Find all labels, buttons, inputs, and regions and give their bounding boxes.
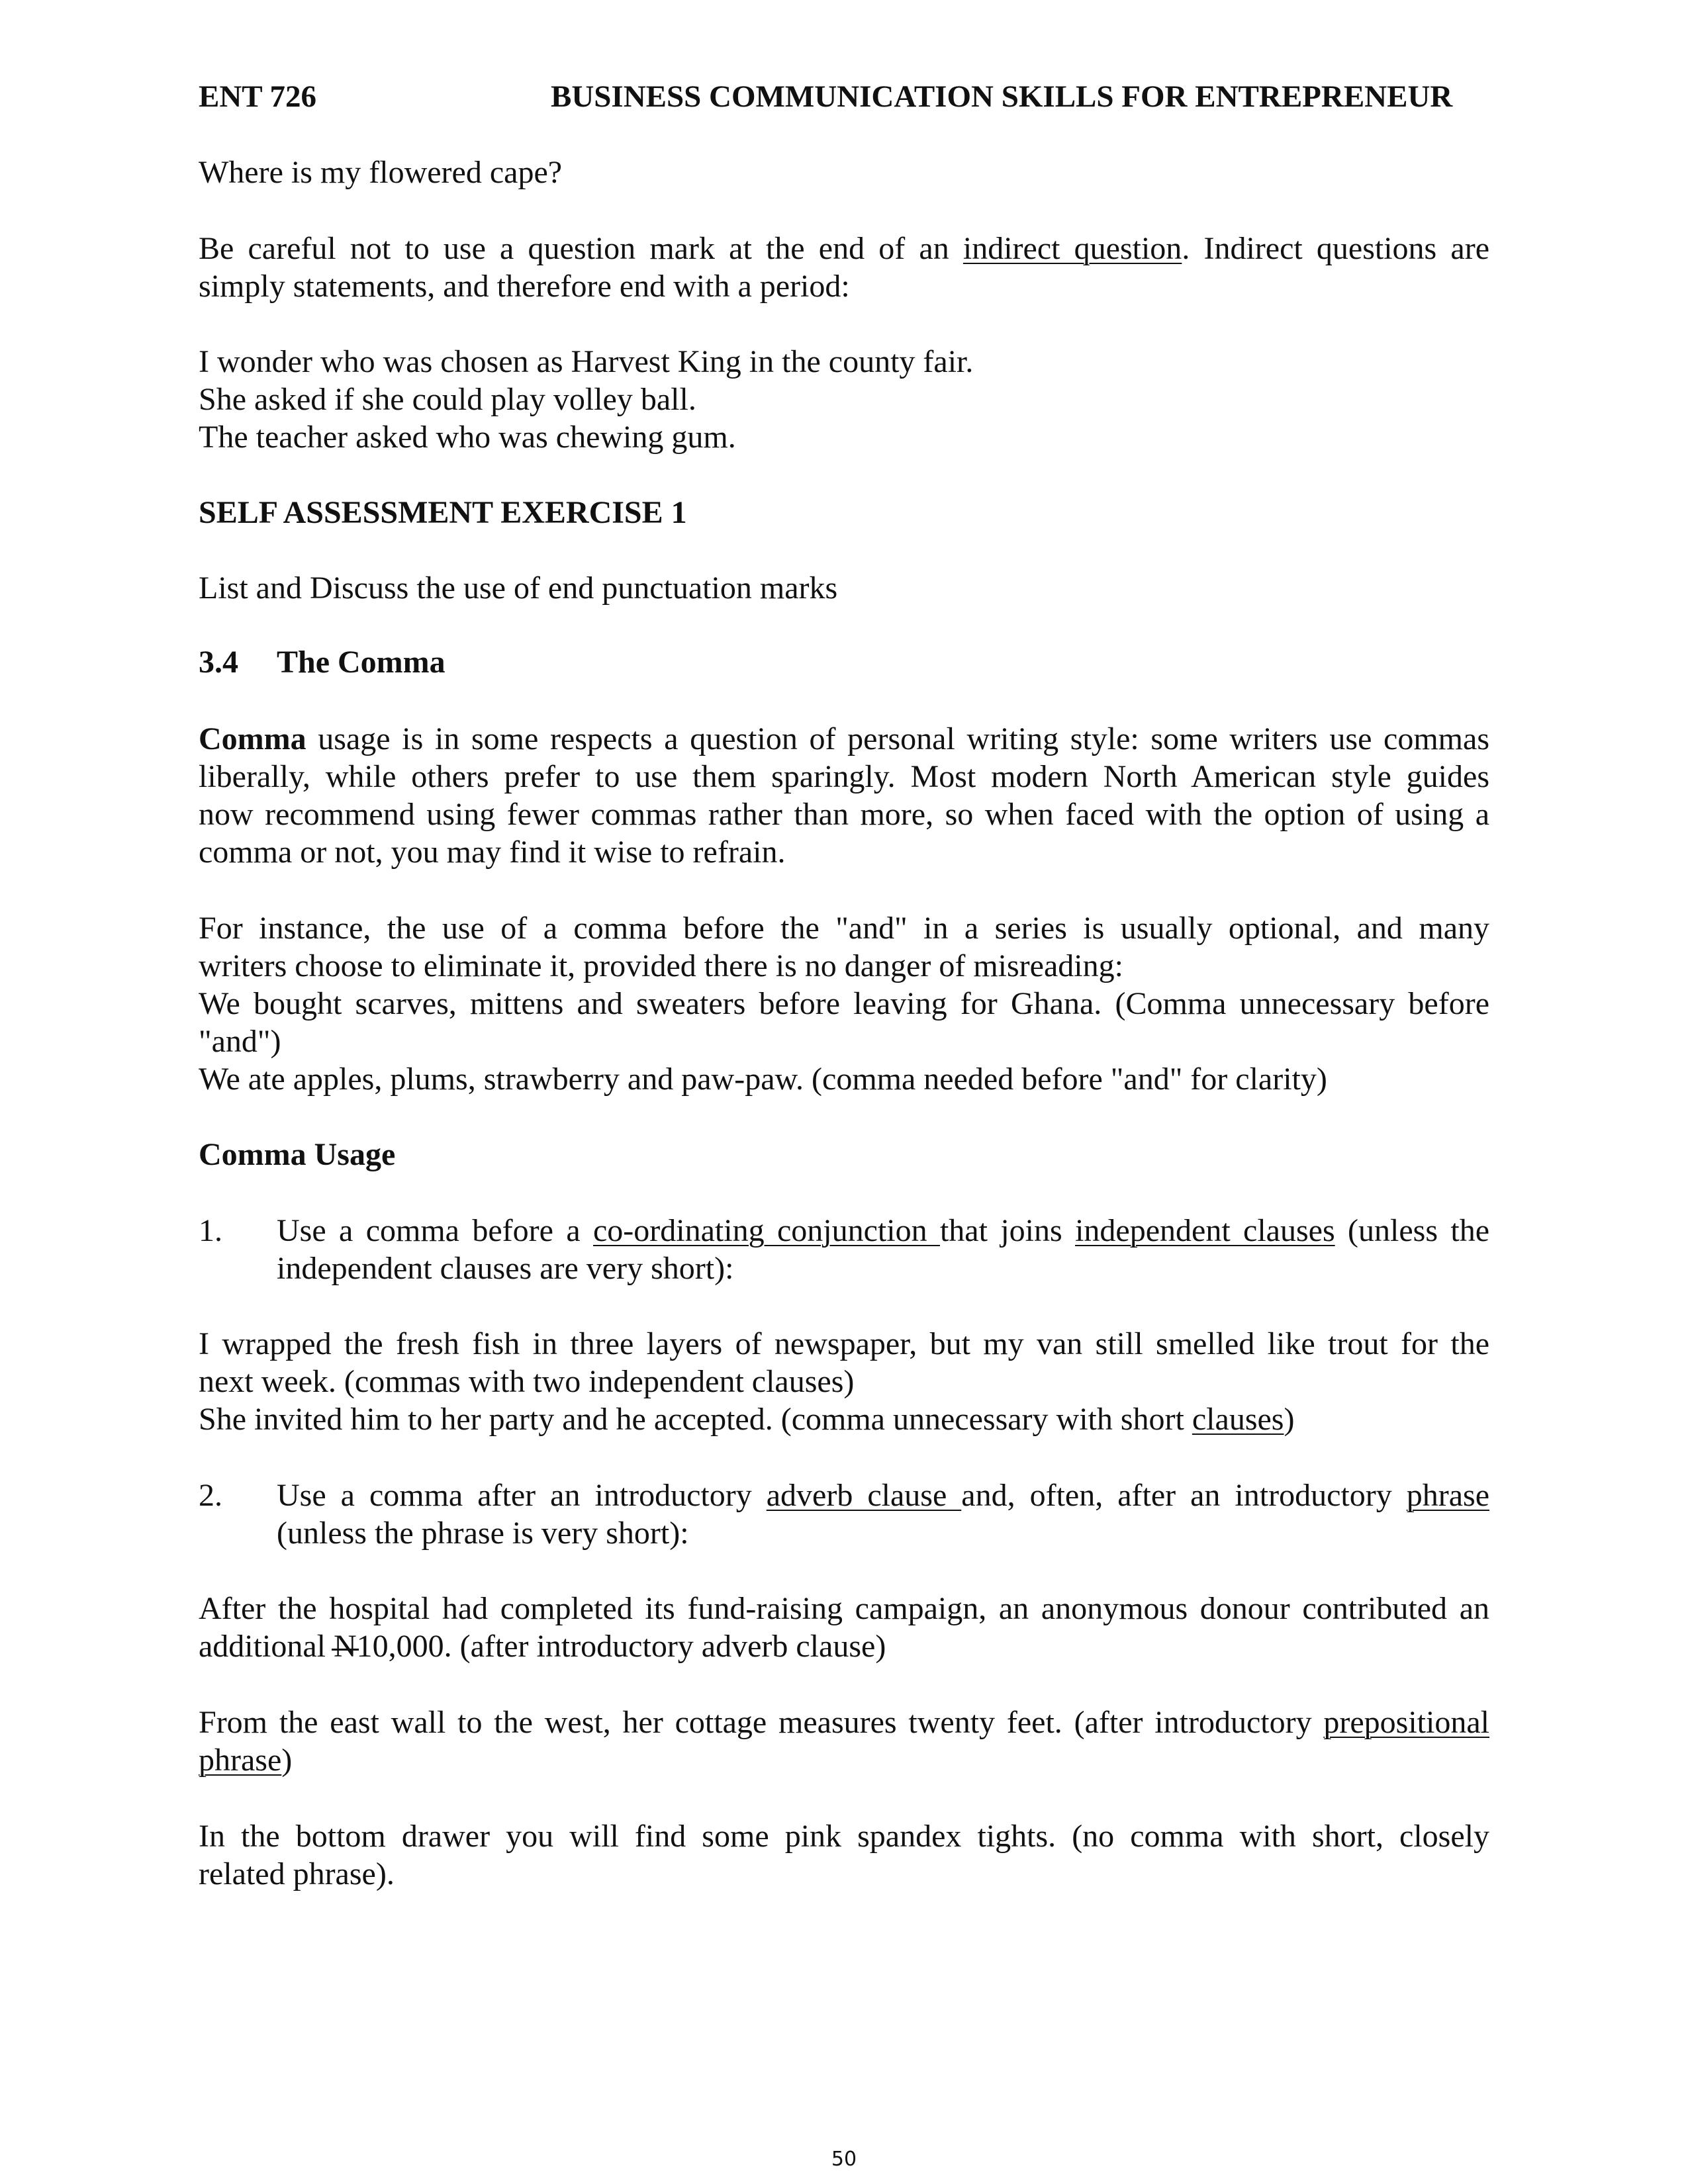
series-line-2: writers choose to eliminate it, provided there is no danger of misreading:	[199, 948, 1123, 983]
text-segment: Use a comma after an introductory	[277, 1478, 767, 1513]
link-adverb-clause[interactable]: adverb clause	[766, 1478, 962, 1513]
rule-2-example-2-line-2	[199, 1741, 1489, 1779]
link-coordinating-conjunction[interactable]: co-ordinating conjunction	[593, 1213, 940, 1248]
rule-1-number: 1.	[199, 1213, 222, 1248]
example-direct-question: Where is my flowered cape?	[199, 155, 563, 190]
indirect-question-line-1	[199, 230, 1489, 267]
text-segment: and, often, after an introductory	[961, 1478, 1407, 1513]
rule-2-line-1	[277, 1477, 1489, 1514]
rule-2-example-1-line-1: After the hospital had completed its fund-raising campaign, an anonymous donour contributed an	[199, 1591, 1489, 1626]
rule-2-line-2: (unless the phrase is very short):	[277, 1516, 689, 1551]
text-segment: )	[1284, 1402, 1295, 1437]
rule-2-example-3-line-1: In the bottom drawer you will find some pink spandex tights. (no comma with short, closely	[199, 1819, 1489, 1854]
rule-2-number: 2.	[199, 1478, 222, 1513]
link-indirect-question[interactable]: indirect question	[962, 231, 1182, 266]
series-line-3: We bought scarves, mittens and sweaters before leaving for Ghana. (Comma unnecessary before	[199, 986, 1489, 1021]
page-number: 50	[831, 2148, 857, 2171]
series-line-5: We ate apples, plums, strawberry and paw-paw. (comma needed before "and" for clarity)	[199, 1062, 1327, 1097]
link-prepositional[interactable]: prepositional	[1323, 1705, 1489, 1740]
indirect-question-line-2: simply statements, and therefore end with a period:	[199, 269, 850, 304]
link-phrase[interactable]: phrase	[1406, 1478, 1489, 1513]
section-number: 3.4	[199, 645, 238, 680]
link-phrase-continued[interactable]: phrase	[199, 1743, 282, 1778]
text-segment: Be careful not to use a question mark at the end of an	[199, 231, 949, 266]
text-segment: 10,000. (after introductory adverb clause)	[356, 1629, 886, 1664]
text-segment: usage is in some respects a question of personal writing style: some writers use commas	[306, 721, 1489, 756]
series-line-4: "and")	[199, 1024, 281, 1059]
comma-usage-heading: Comma Usage	[199, 1137, 396, 1172]
text-segment: (unless the	[1335, 1213, 1490, 1248]
comma-intro-line-4: comma or not, you may find it wise to refrain.	[199, 835, 786, 870]
rule-2-example-1-line-2	[199, 1627, 1489, 1665]
self-assessment-prompt: List and Discuss the use of end punctuation marks	[199, 570, 838, 606]
text-segment: . Indirect questions are	[1182, 231, 1490, 266]
indirect-example-3: The teacher asked who was chewing gum.	[199, 420, 736, 455]
section-title: The Comma	[277, 645, 445, 680]
indirect-example-2: She asked if she could play volley ball.	[199, 382, 696, 417]
text-segment: From the east wall to the west, her cottage measures twenty feet. (after introductory	[199, 1705, 1324, 1740]
naira-currency-symbol: N	[333, 1629, 357, 1664]
rule-1-example-line-3	[199, 1400, 1489, 1438]
rule-2-example-2-line-1	[199, 1704, 1489, 1741]
text-segment: Use a comma before a	[277, 1213, 593, 1248]
link-independent-clauses[interactable]: independent clauses	[1075, 1213, 1335, 1248]
rule-1-example-line-2: next week. (commas with two independent clauses)	[199, 1364, 855, 1399]
course-code: ENT 726	[199, 79, 317, 114]
comma-intro-line-3: now recommend using fewer commas rather than more, so when faced with the option of using a	[199, 797, 1489, 832]
indirect-example-1: I wonder who was chosen as Harvest King in the county fair.	[199, 344, 974, 379]
text-segment: that joins	[939, 1213, 1076, 1248]
comma-intro-line-1	[199, 720, 1489, 758]
rule-1-line-2: independent clauses are very short):	[277, 1251, 734, 1286]
text-segment: additional	[199, 1629, 334, 1664]
link-clauses[interactable]: clauses	[1192, 1402, 1284, 1437]
bold-term: Comma	[199, 721, 306, 756]
rule-2-example-3-line-2: related phrase).	[199, 1856, 395, 1891]
text-segment: She invited him to her party and he accepted. (comma unnecessary with short	[199, 1402, 1192, 1437]
comma-intro-line-2: liberally, while others prefer to use them sparingly. Most modern North American style guides	[199, 759, 1489, 794]
rule-1-example-line-1: I wrapped the fresh fish in three layers of newspaper, but my van still smelled like trout for the	[199, 1326, 1489, 1361]
text-segment: )	[281, 1743, 293, 1778]
self-assessment-heading: SELF ASSESSMENT EXERCISE 1	[199, 495, 687, 530]
series-line-1: For instance, the use of a comma before the "and" in a series is usually optional, and many	[199, 911, 1489, 946]
rule-1-line-1	[277, 1212, 1489, 1250]
course-title: BUSINESS COMMUNICATION SKILLS FOR ENTREPRENEUR	[551, 79, 1453, 114]
